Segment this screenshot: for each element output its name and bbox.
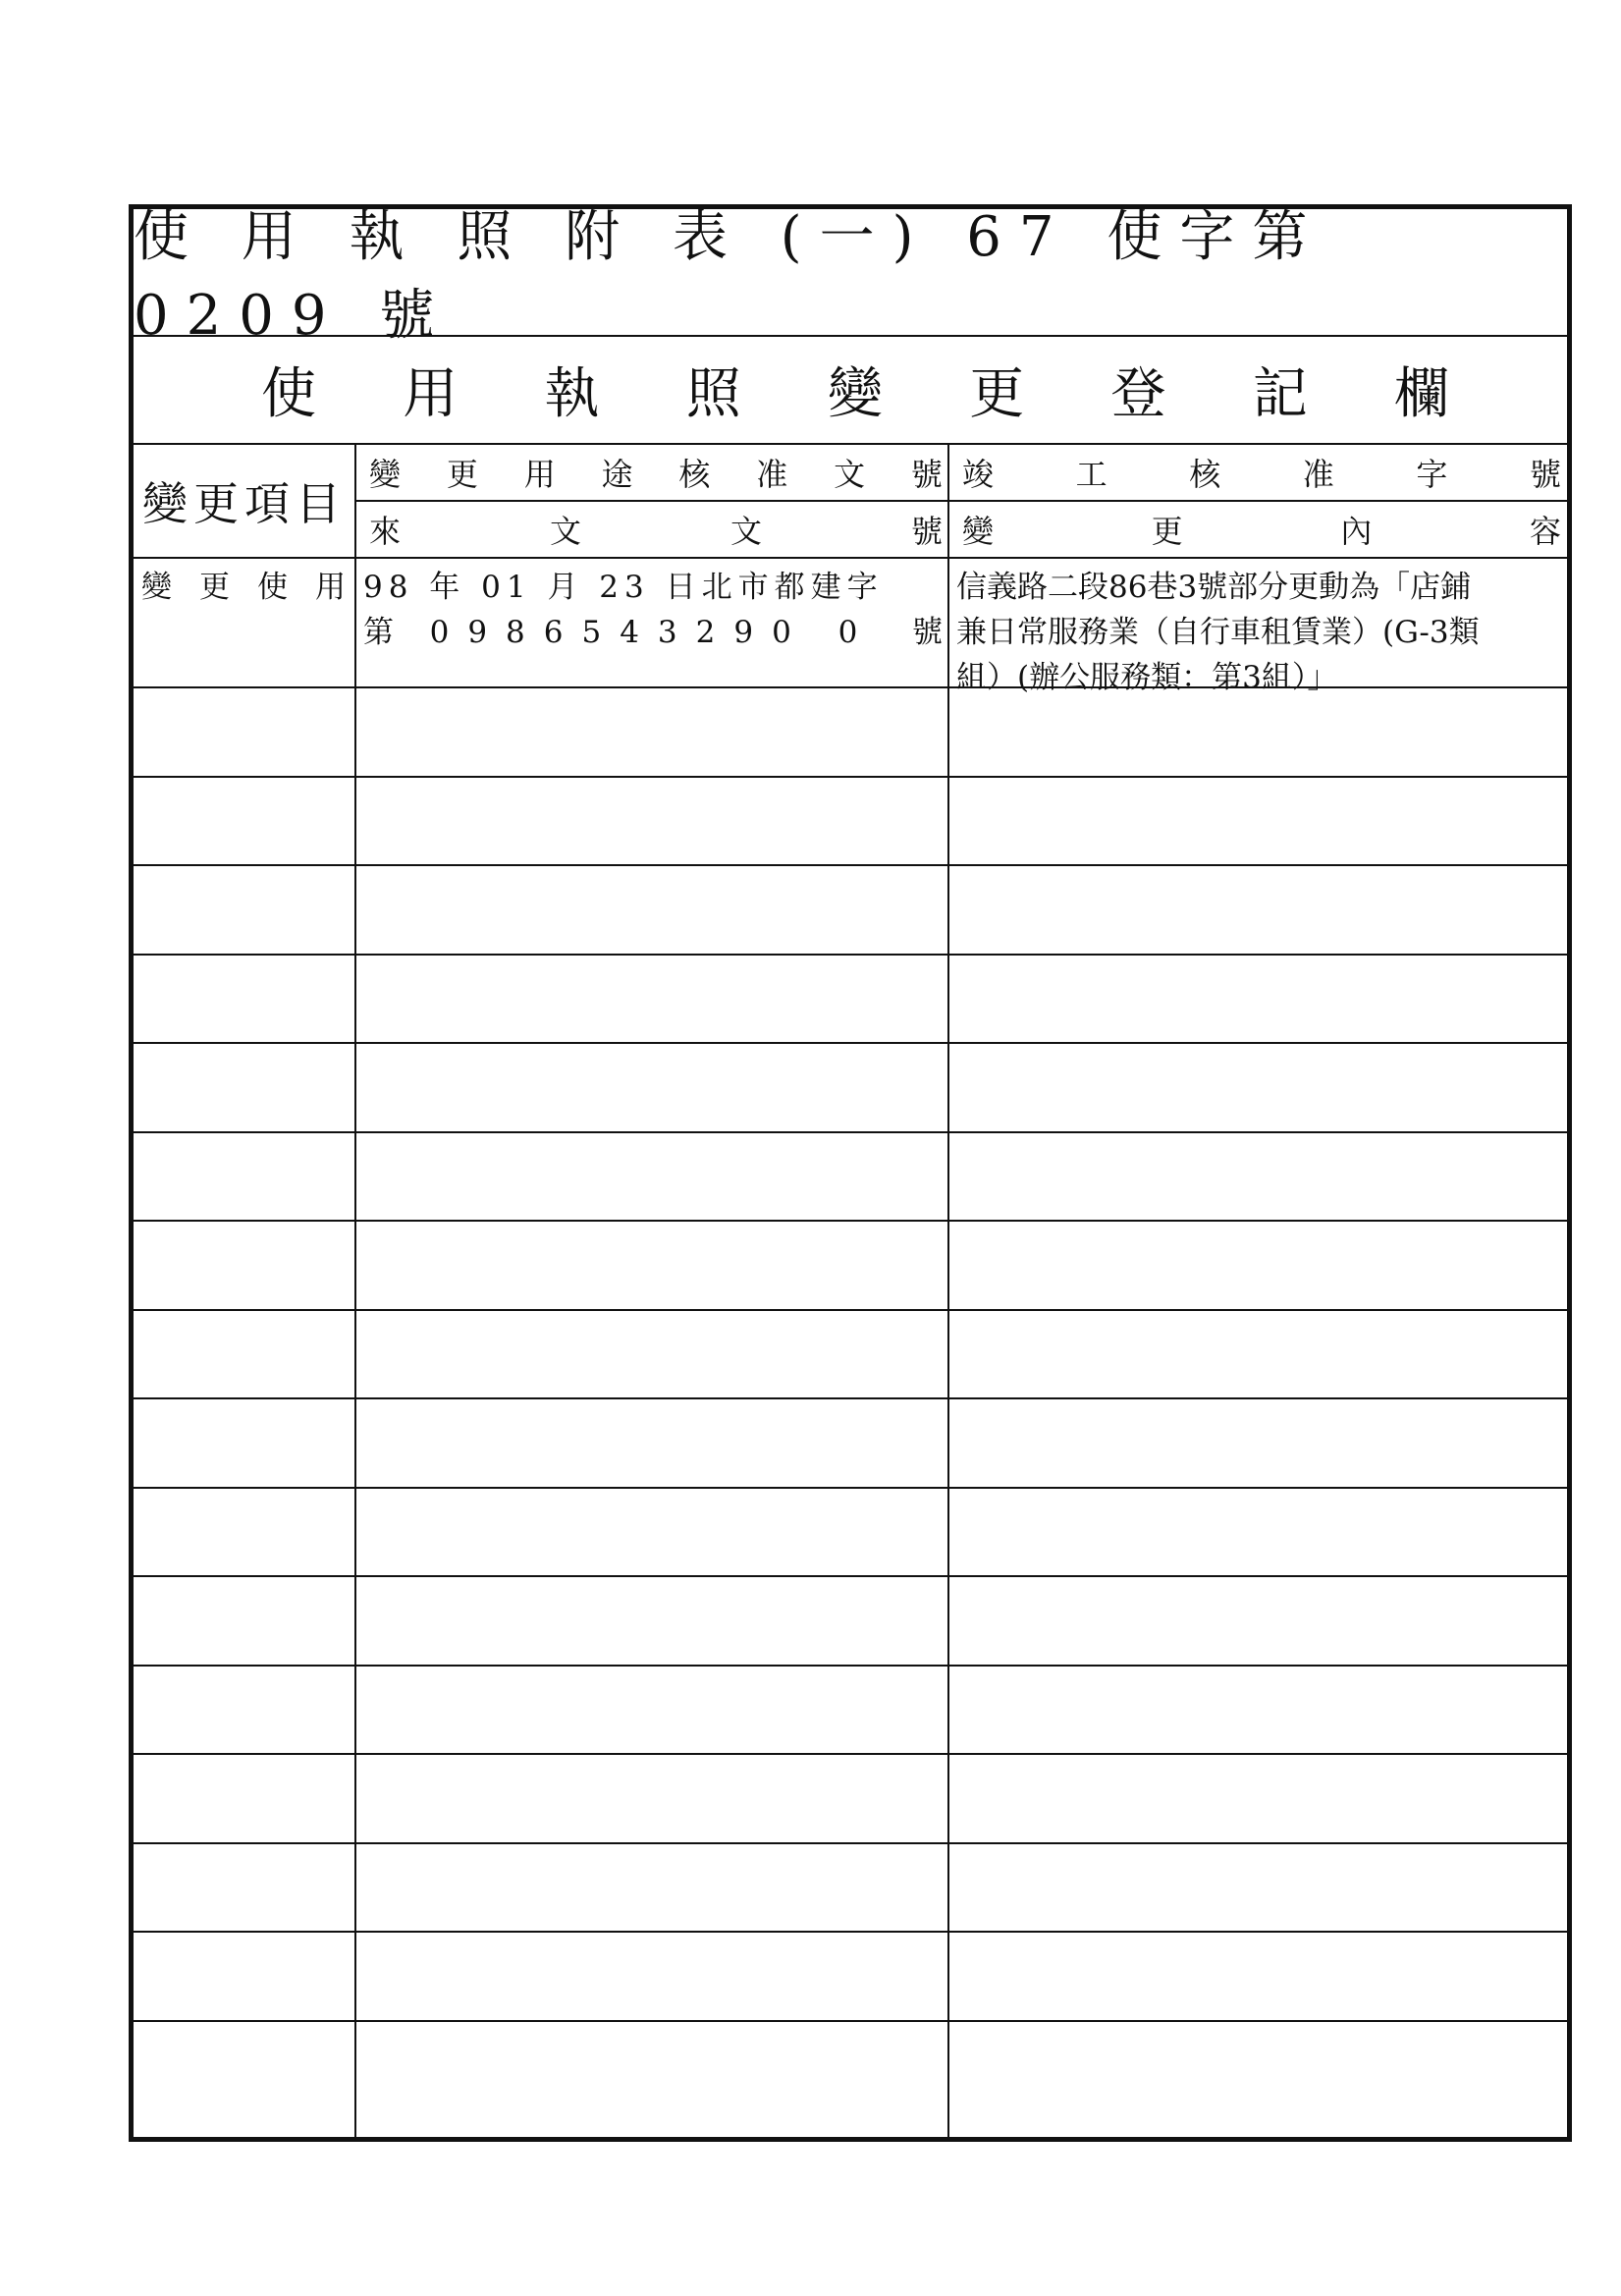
header-char: 准 [756, 456, 788, 493]
header-change-content [948, 502, 1567, 559]
subtitle-char: 更 [969, 362, 1025, 426]
form-title: 使 用 執 照 附 表 (一) 67 使字第 0209 號 [134, 209, 1567, 337]
subtitle-char: 記 [1252, 362, 1308, 426]
table-row [134, 1844, 1567, 1934]
subtitle-char: 變 [828, 362, 883, 426]
subtitle-char: 登 [1110, 362, 1166, 426]
header-char: 工 [1075, 456, 1108, 493]
table-row [134, 778, 1567, 867]
subtitle-char: 執 [544, 362, 600, 426]
header-char: 竣 [962, 456, 995, 493]
header-char: 用 [523, 456, 556, 493]
table-row [134, 1577, 1567, 1667]
entry-doc-number-value: 0986543290 0 [429, 615, 877, 650]
table-row [134, 956, 1567, 1045]
subtitle-char: 用 [403, 362, 459, 426]
header-completion-approval-no [948, 445, 1567, 502]
table-row [134, 1222, 1567, 1311]
header-char: 核 [1189, 456, 1221, 493]
table-row [134, 1933, 1567, 2022]
table-row [134, 688, 1567, 778]
table-row [134, 866, 1567, 956]
header-char: 文 [834, 456, 866, 493]
header-change-approval-no [355, 445, 948, 502]
entry-item-char: 變 [141, 570, 172, 605]
entry-item-char: 用 [315, 570, 346, 605]
header-char: 途 [601, 456, 633, 493]
entry-item [134, 559, 355, 686]
header-char: 內 [1340, 513, 1373, 550]
header-char: 核 [678, 456, 711, 493]
header-change-item: 變更項目 [134, 445, 355, 559]
header-char: 准 [1302, 456, 1334, 493]
table-row [134, 1667, 1567, 1756]
table-row [134, 1044, 1567, 1133]
entry-item-char: 使 [257, 570, 288, 605]
header-char: 號 [1529, 456, 1561, 493]
header-char: 變 [962, 513, 995, 550]
header-char: 字 [1416, 456, 1448, 493]
table-row [134, 2022, 1567, 2111]
header-char: 容 [1529, 513, 1561, 550]
header-char: 號 [910, 513, 943, 550]
entry-doc-prefix: 第 [363, 615, 394, 650]
form-subtitle [134, 337, 1567, 445]
subtitle-char: 照 [685, 362, 741, 426]
header-char: 文 [729, 513, 762, 550]
entry-doc-suffix: 號 [912, 615, 943, 650]
table-row [134, 1399, 1567, 1489]
header-char: 變 [369, 456, 402, 493]
entry-doc-line2 [363, 610, 943, 655]
column-divider [354, 445, 356, 2137]
header-char: 文 [549, 513, 581, 550]
table-row [134, 1133, 1567, 1223]
table-row [134, 559, 1567, 695]
entry-item-char: 更 [199, 570, 230, 605]
subtitle-char: 使 [261, 362, 316, 426]
header-char: 號 [910, 456, 943, 493]
header-char: 更 [446, 456, 478, 493]
entry-doc-number [355, 559, 948, 686]
header-char: 來 [369, 513, 402, 550]
column-divider [947, 445, 949, 2137]
entry-change-content [948, 559, 1567, 695]
table-row [134, 1755, 1567, 1844]
license-form [129, 204, 1572, 2142]
header-incoming-doc-no [355, 502, 948, 559]
entry-content-line: 信義路二段86巷3號部分更動為「店鋪 [956, 570, 1472, 605]
header-char: 更 [1151, 513, 1183, 550]
entry-doc-line1: 98 年 01 月 23 日北市都建字 [363, 570, 884, 605]
entry-content-line: 兼日常服務業（自行車租賃業）(G-3類 [956, 615, 1480, 650]
entry-content-line: 組）(辦公服務類：第3組）」 [956, 660, 1338, 695]
table-row [134, 1489, 1567, 1578]
subtitle-char: 欄 [1394, 362, 1449, 426]
table-row [134, 1311, 1567, 1400]
